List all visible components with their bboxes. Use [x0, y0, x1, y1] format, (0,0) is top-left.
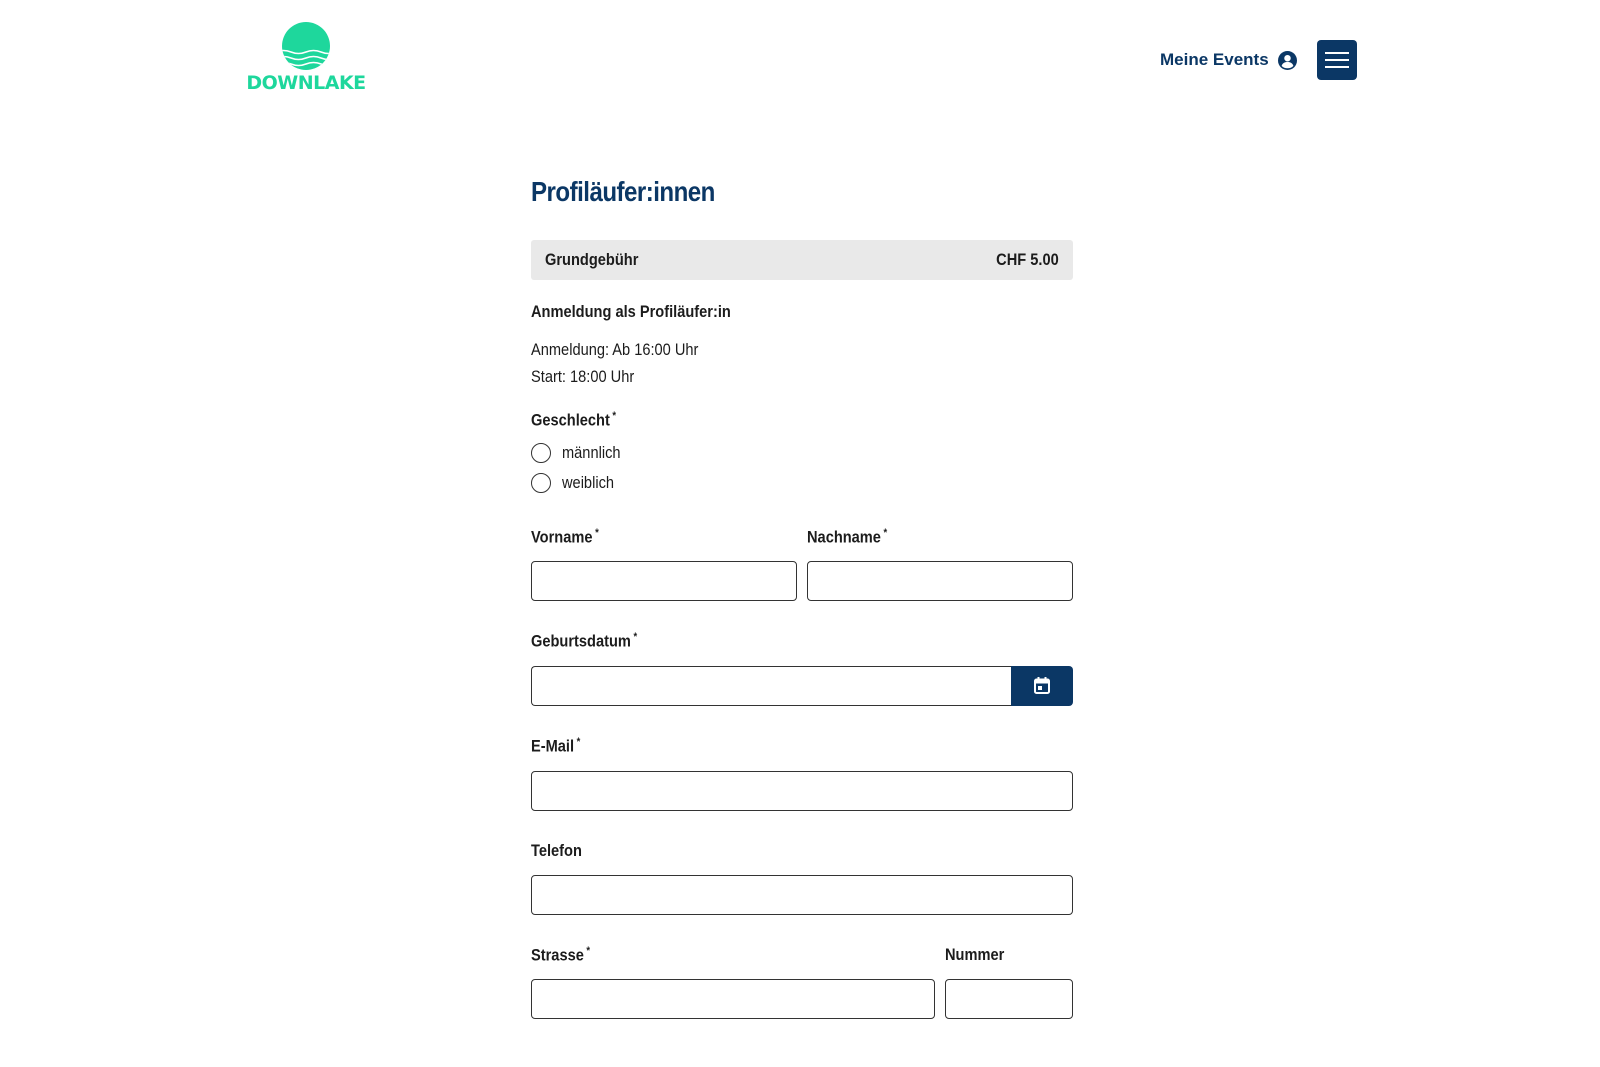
gender-label: Geschlecht *	[531, 410, 617, 430]
radio-male[interactable]	[531, 443, 551, 463]
datepicker-button[interactable]	[1011, 666, 1073, 706]
last-name-input[interactable]	[807, 561, 1073, 601]
street-input[interactable]	[531, 979, 935, 1019]
hamburger-icon	[1325, 52, 1349, 54]
fee-price: CHF 5.00	[996, 250, 1059, 269]
last-name-label: Nachname *	[807, 526, 888, 547]
menu-button[interactable]	[1317, 40, 1357, 80]
birthdate-label: Geburtsdatum *	[531, 631, 638, 651]
radio-female[interactable]	[531, 473, 551, 493]
gender-option-female[interactable]	[531, 473, 1073, 493]
street-label: Strasse *	[531, 944, 591, 965]
gender-option-label: weiblich	[562, 472, 615, 492]
logo-sun-icon	[246, 22, 366, 72]
page-title: Profiläufer:innen	[531, 176, 715, 207]
info-text	[531, 336, 1073, 390]
registration-form	[531, 176, 1073, 1019]
house-number-input[interactable]	[945, 979, 1073, 1019]
gender-option-label: männlich	[562, 442, 621, 462]
email-label: E-Mail *	[531, 735, 581, 756]
gender-option-male[interactable]	[531, 443, 1073, 463]
phone-input[interactable]	[531, 875, 1073, 915]
brand-name: DOWNLAKE	[246, 72, 366, 94]
first-name-label: Vorname *	[531, 526, 599, 547]
fee-row	[531, 240, 1073, 280]
first-name-input[interactable]	[531, 561, 797, 601]
my-events-label: Meine Events	[1160, 50, 1269, 69]
my-events-link[interactable]	[1160, 50, 1297, 70]
fee-label: Grundgebühr	[545, 250, 639, 269]
phone-label: Telefon	[531, 840, 582, 860]
email-input[interactable]	[531, 771, 1073, 811]
info-line-start: Start: 18:00 Uhr	[531, 367, 635, 386]
calendar-icon	[1034, 677, 1050, 694]
brand-logo[interactable]	[246, 22, 366, 98]
info-line-registration: Anmeldung: Ab 16:00 Uhr	[531, 340, 699, 359]
user-circle-icon	[1278, 51, 1297, 70]
info-subtitle: Anmeldung als Profiläufer:in	[531, 302, 731, 321]
gender-group	[531, 410, 1073, 493]
number-label: Nummer	[945, 944, 1005, 964]
birthdate-input[interactable]	[531, 666, 1011, 706]
